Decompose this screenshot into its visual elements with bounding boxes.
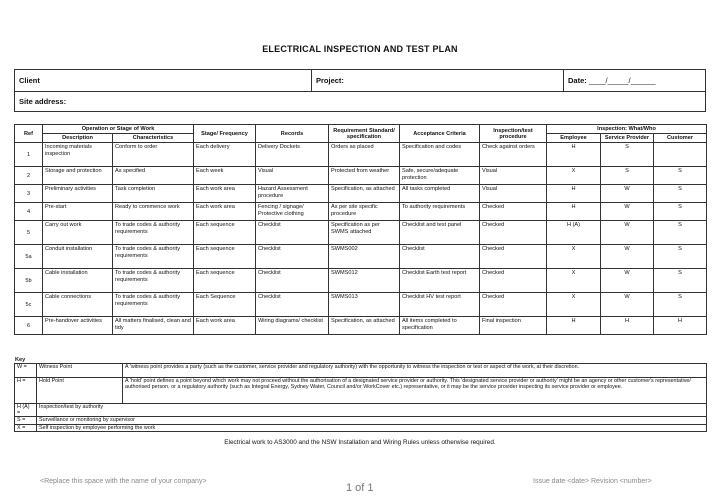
row-frequency: Each work area <box>194 317 256 335</box>
row-ref: 5b <box>15 269 43 293</box>
row-acceptance: To authority requirements <box>400 203 480 221</box>
row-employee: H <box>547 185 601 203</box>
table-row <box>15 185 707 203</box>
site-address-field[interactable] <box>15 92 705 112</box>
row-provider: W <box>601 293 654 317</box>
table-row <box>15 203 707 221</box>
row-procedure: Check against orders <box>480 143 547 167</box>
row-provider: W <box>601 269 654 293</box>
footer-company-placeholder: <Replace this space with the name of your company> <box>40 478 207 485</box>
key-code: S = <box>15 417 37 424</box>
key-term: Hold Point <box>37 378 123 404</box>
row-characteristics: To trade codes & authority requirements <box>113 293 194 317</box>
row-employee: H <box>547 143 601 167</box>
row-employee: X <box>547 167 601 185</box>
row-characteristics: To trade codes & authority requirements <box>113 221 194 245</box>
row-customer: S <box>654 293 707 317</box>
key-row <box>15 424 707 431</box>
row-customer <box>654 143 707 167</box>
key-term: Self inspection by employee performing the work <box>37 424 707 431</box>
row-ref: 3 <box>15 185 43 203</box>
row-characteristics: To trade codes & authority requirements <box>113 245 194 269</box>
row-procedure: Checked <box>480 269 547 293</box>
row-requirement: Specification as per SWMS attached <box>329 221 400 245</box>
row-requirement: As per site specific procedure <box>329 203 400 221</box>
row-characteristics: All matters finalised, clean and tidy <box>113 317 194 335</box>
key-term: Inspection/test by authority <box>37 404 707 417</box>
row-requirement: Specification, as attached <box>329 317 400 335</box>
group-operation: Operation or Stage of Work <box>43 125 194 134</box>
row-acceptance: Checklist Earth test report <box>400 269 480 293</box>
key-code: H = <box>15 378 37 404</box>
row-frequency: Each week <box>194 167 256 185</box>
row-requirement: SWMS002 <box>329 245 400 269</box>
col-records: Records <box>256 125 329 143</box>
row-records: Fencing / signage/ Protective clothing <box>256 203 329 221</box>
row-employee: X <box>547 245 601 269</box>
row-procedure: Checked <box>480 221 547 245</box>
row-records: Checklist <box>256 245 329 269</box>
col-requirement: Requirement Standard/ specification <box>329 125 400 143</box>
row-employee: H (A) <box>547 221 601 245</box>
row-description: Storage and protection <box>43 167 113 185</box>
row-description: Conduit installation <box>43 245 113 269</box>
row-ref: 5c <box>15 293 43 317</box>
row-ref: 1 <box>15 143 43 167</box>
row-procedure: Final inspection <box>480 317 547 335</box>
standards-footnote: Electrical work to AS3000 and the NSW Installation and Wiring Rules unless otherwise required. <box>224 439 496 446</box>
row-description: Preliminary activities <box>43 185 113 203</box>
row-provider: H <box>601 317 654 335</box>
key-label: Key <box>15 357 26 363</box>
key-row <box>15 417 707 424</box>
site-address-label: Site address: <box>19 97 67 106</box>
row-customer: H <box>654 317 707 335</box>
row-ref: 6 <box>15 317 43 335</box>
client-field[interactable] <box>15 70 312 92</box>
date-field[interactable] <box>564 70 705 92</box>
col-characteristics: Characteristics <box>113 134 194 143</box>
table-row <box>15 167 707 185</box>
row-procedure: Checked <box>480 245 547 269</box>
row-characteristics: Task completion <box>113 185 194 203</box>
row-frequency: Each sequence <box>194 269 256 293</box>
table-row <box>15 293 707 317</box>
row-employee: H <box>547 317 601 335</box>
row-customer: S <box>654 203 707 221</box>
row-provider: W <box>601 245 654 269</box>
footer-page-number: 1 of 1 <box>346 482 374 494</box>
header-box <box>14 69 706 112</box>
key-code: H (A) = <box>15 404 37 417</box>
row-provider: W <box>601 221 654 245</box>
date-label: Date: <box>568 76 587 85</box>
table-row <box>15 221 707 245</box>
key-text: A 'witness point provides a party (such as the customer, service provider and regulatory authority) with the opportunity to witness the inspection or test or aspect of the work, at their discretion. <box>123 364 707 378</box>
footer-issue-revision: Issue date <date> Revision <number> <box>533 478 652 485</box>
date-value: ____/_____/______ <box>588 76 656 85</box>
document-title: ELECTRICAL INSPECTION AND TEST PLAN <box>262 44 458 54</box>
row-ref: 4 <box>15 203 43 221</box>
row-ref: 2 <box>15 167 43 185</box>
row-customer: S <box>654 221 707 245</box>
key-row <box>15 378 707 404</box>
key-term: Surveillance or monitoring by supervisor <box>37 417 707 424</box>
row-characteristics: Conform to order <box>113 143 194 167</box>
row-employee: X <box>547 269 601 293</box>
row-requirement: Specification, as attached <box>329 185 400 203</box>
row-acceptance: Checklist <box>400 245 480 269</box>
row-records: Wiring diagrams/ checklist <box>256 317 329 335</box>
header-row <box>15 70 705 92</box>
row-acceptance: All items completed to specification <box>400 317 480 335</box>
col-procedure: Inspection/test procedure <box>480 125 547 143</box>
row-ref: 5a <box>15 245 43 269</box>
row-records: Checklist <box>256 221 329 245</box>
row-ref: 5 <box>15 221 43 245</box>
row-records: Hazard Assessment procedure <box>256 185 329 203</box>
row-procedure: Checked <box>480 293 547 317</box>
row-characteristics: As specified <box>113 167 194 185</box>
row-acceptance: Specification and codes <box>400 143 480 167</box>
key-code: W = <box>15 364 37 378</box>
key-code: X = <box>15 424 37 431</box>
row-description: Pre-handover activities <box>43 317 113 335</box>
row-provider: W <box>601 185 654 203</box>
key-text: A 'hold' point defines a point beyond which work may not proceed without the authorisation of a designated service provider or authority. This 'designated service provider or authority' might be an agency or other customer's representative/ authorised person, or a regulatory authority (such as Integral Energy, Sydney Water, Council and/or WorkCover etc.) representative, or it may be the service provider inspecting its service provider or employee. <box>123 378 707 404</box>
row-customer: S <box>654 167 707 185</box>
row-description: Incoming materials inspection <box>43 143 113 167</box>
row-acceptance: Checklist and test panel <box>400 221 480 245</box>
row-customer: S <box>654 245 707 269</box>
row-description: Carry out work <box>43 221 113 245</box>
table-row <box>15 143 707 167</box>
row-frequency: Each Sequence <box>194 293 256 317</box>
row-frequency: Each sequence <box>194 245 256 269</box>
inspection-plan-table <box>14 124 707 335</box>
row-acceptance: All tasks completed <box>400 185 480 203</box>
key-row <box>15 364 707 378</box>
row-description: Pre-start <box>43 203 113 221</box>
row-provider: W <box>601 203 654 221</box>
row-frequency: Each sequence <box>194 221 256 245</box>
row-requirement: SWMS013 <box>329 293 400 317</box>
col-employee: Employee <box>547 134 601 143</box>
row-acceptance: Checklist HV test report <box>400 293 480 317</box>
row-provider: S <box>601 167 654 185</box>
row-records: Delivery Dockets <box>256 143 329 167</box>
group-inspection: Inspection: What/Who <box>547 125 707 134</box>
project-field[interactable] <box>312 70 564 92</box>
row-employee: X <box>547 293 601 317</box>
col-frequency: Stage/ Frequency <box>194 125 256 143</box>
row-procedure: Visual <box>480 185 547 203</box>
project-label: Project: <box>316 76 344 85</box>
col-ref: Ref <box>15 125 43 143</box>
row-frequency: Each work area <box>194 185 256 203</box>
row-requirement: Orders as placed <box>329 143 400 167</box>
table-row <box>15 269 707 293</box>
col-description: Description <box>43 134 113 143</box>
row-requirement: Protected from weather <box>329 167 400 185</box>
row-procedure: Visual <box>480 167 547 185</box>
row-customer: S <box>654 185 707 203</box>
table-row <box>15 317 707 335</box>
key-term: Witness Point <box>37 364 123 378</box>
table-row <box>15 245 707 269</box>
col-provider: Service Provider <box>601 134 654 143</box>
row-records: Checklist <box>256 293 329 317</box>
row-employee: H <box>547 203 601 221</box>
row-characteristics: To trade codes & authority requirements <box>113 269 194 293</box>
row-records: Visual <box>256 167 329 185</box>
row-description: Cable installation <box>43 269 113 293</box>
col-acceptance: Acceptance Criteria <box>400 125 480 143</box>
row-description: Cable connections <box>43 293 113 317</box>
row-procedure: Checked <box>480 203 547 221</box>
row-requirement: SWMS012 <box>329 269 400 293</box>
row-frequency: Each work area <box>194 203 256 221</box>
row-customer: S <box>654 269 707 293</box>
row-frequency: Each delivery <box>194 143 256 167</box>
col-customer: Customer <box>654 134 707 143</box>
key-table <box>14 363 707 432</box>
row-acceptance: Safe, secure/adequate protection <box>400 167 480 185</box>
client-label: Client <box>19 76 40 85</box>
row-records: Checklist <box>256 269 329 293</box>
key-row <box>15 404 707 417</box>
row-provider: S <box>601 143 654 167</box>
row-characteristics: Ready to commence work <box>113 203 194 221</box>
